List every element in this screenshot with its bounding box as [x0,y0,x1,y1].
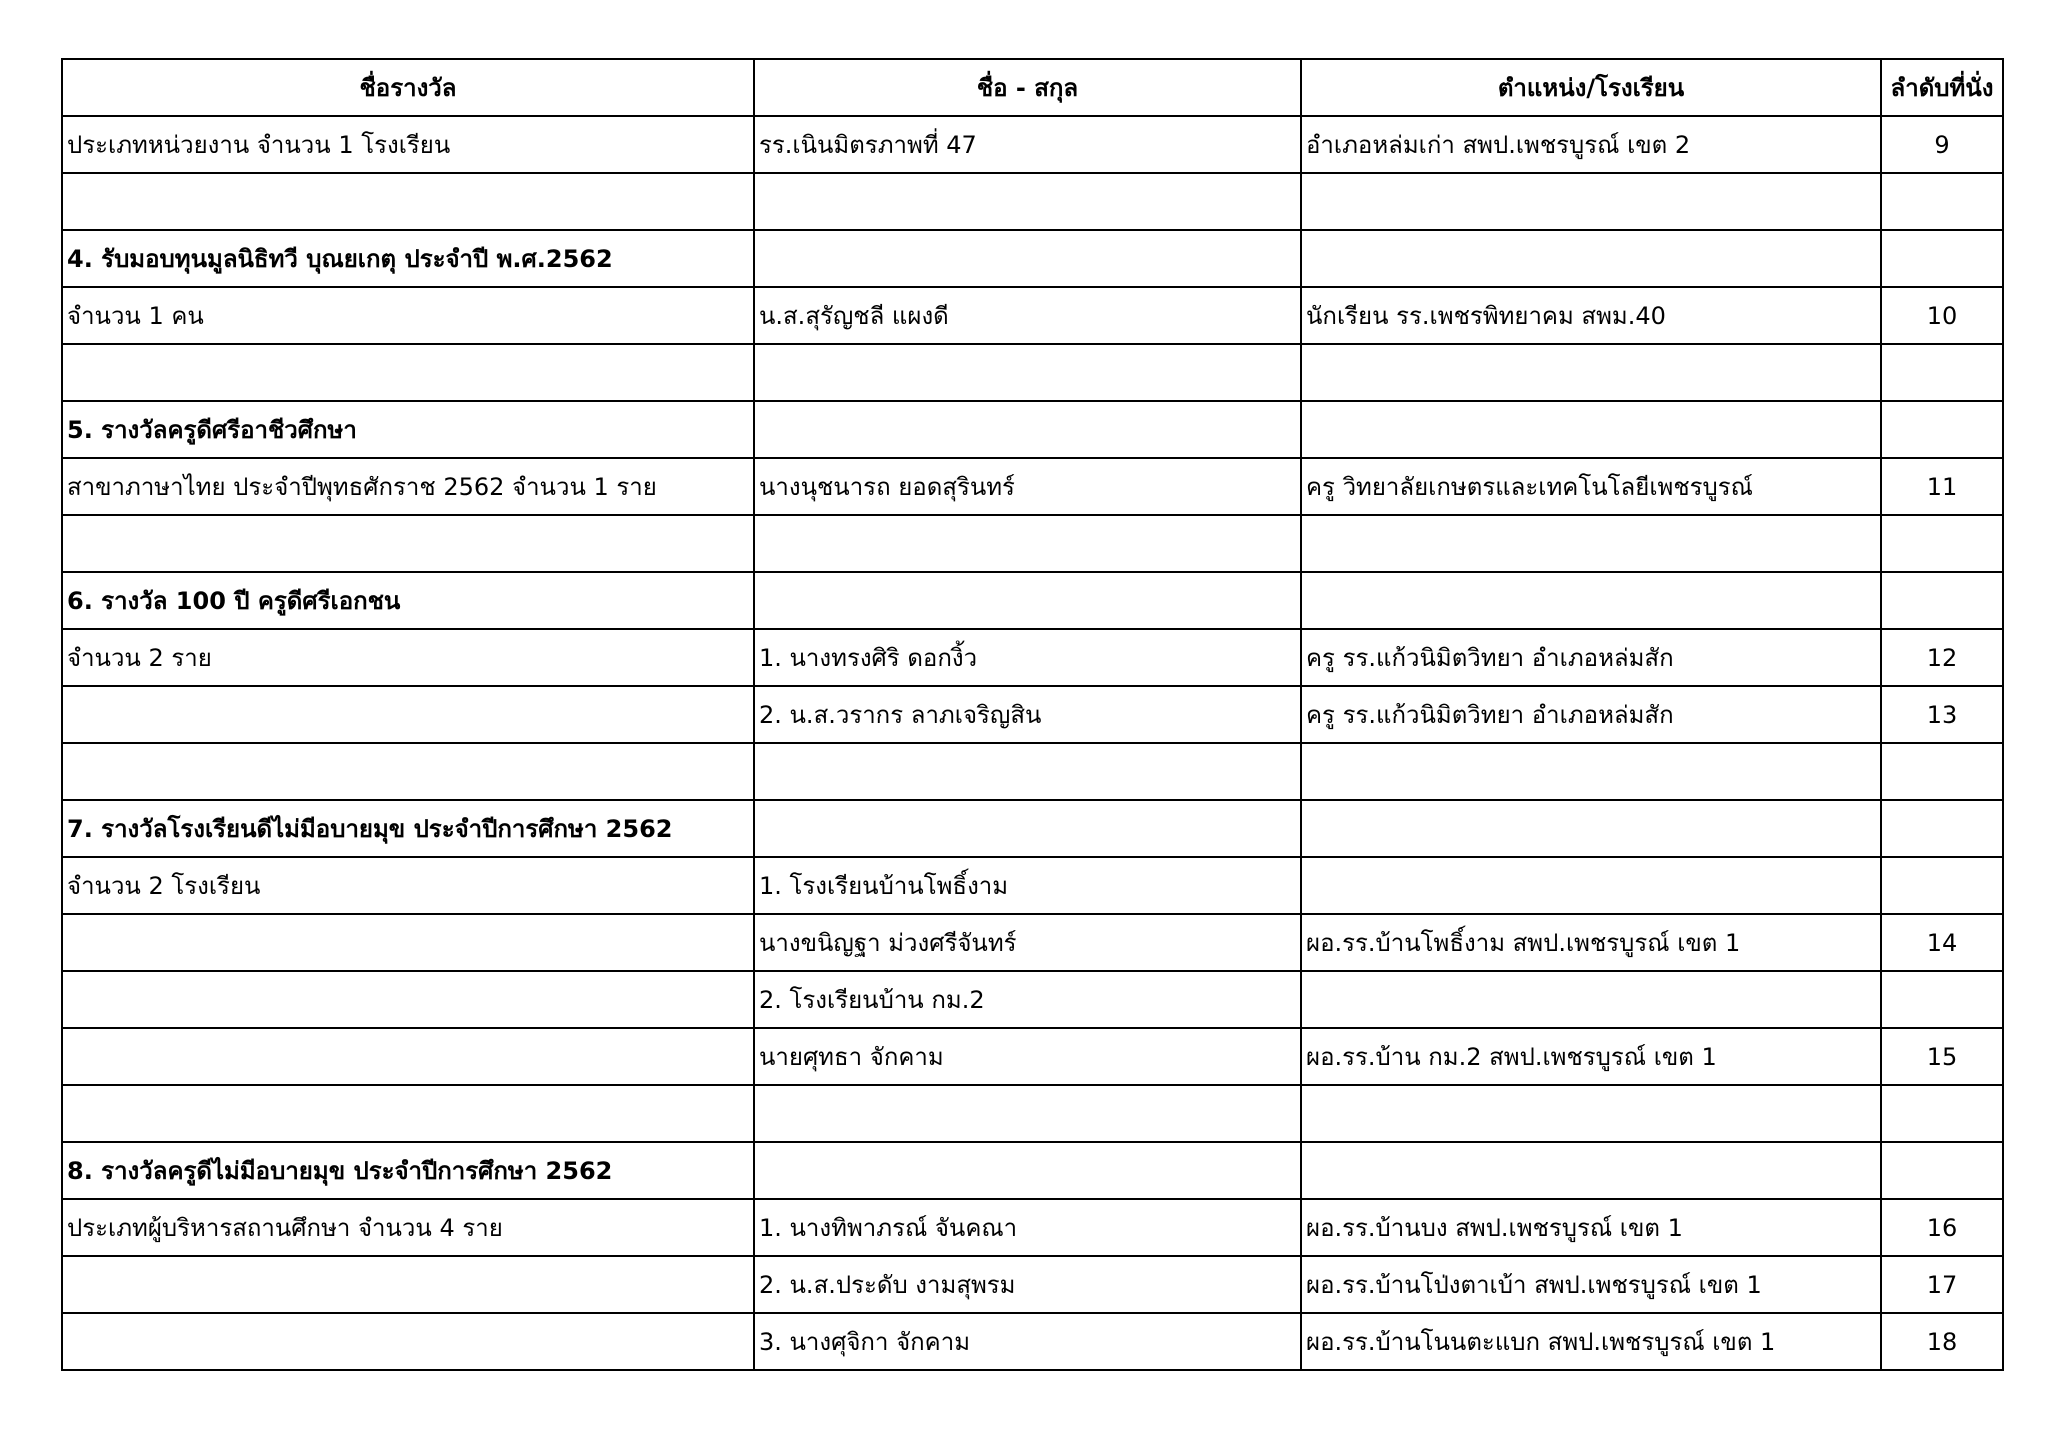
table-row [62,1256,2003,1313]
cell-name [754,173,1301,230]
cell-position: นักเรียน รร.เพชรพิทยาคม สพม.40 [1301,287,1881,344]
cell-name [754,1142,1301,1199]
cell-position [1301,173,1881,230]
cell-seat [1881,344,2003,401]
cell-position: ครู รร.แก้วนิมิตวิทยา อำเภอหล่มสัก [1301,629,1881,686]
cell-position [1301,800,1881,857]
cell-name [754,230,1301,287]
cell-seat: 17 [1881,1256,2003,1313]
cell-position [1301,515,1881,572]
cell-award [62,686,754,743]
cell-seat [1881,230,2003,287]
cell-position [1301,857,1881,914]
cell-name [754,800,1301,857]
cell-award [62,1313,754,1370]
section-title: 5. รางวัลครูดีศรีอาชีวศึกษา [62,401,754,458]
table-row [62,857,2003,914]
section-title: 8. รางวัลครูดีไม่มีอบายมุข ประจำปีการศึกษา 2562 [62,1142,754,1199]
cell-award [62,173,754,230]
section-row [62,800,2003,857]
cell-name [754,344,1301,401]
award-seating-table [61,58,2004,1371]
cell-seat: 15 [1881,1028,2003,1085]
section-title: 6. รางวัล 100 ปี ครูดีศรีเอกชน [62,572,754,629]
cell-award [62,1085,754,1142]
cell-position [1301,572,1881,629]
header-award: ชื่อรางวัล [62,59,754,116]
header-seat: ลำดับที่นั่ง [1881,59,2003,116]
cell-award [62,1028,754,1085]
cell-seat: 18 [1881,1313,2003,1370]
cell-position: ผอ.รร.บ้านโนนตะแบก สพป.เพชรบูรณ์ เขต 1 [1301,1313,1881,1370]
cell-position [1301,230,1881,287]
table-row [62,1313,2003,1370]
cell-seat: 14 [1881,914,2003,971]
cell-seat [1881,515,2003,572]
cell-name: 3. นางศุจิกา จักคาม [754,1313,1301,1370]
cell-name: 1. โรงเรียนบ้านโพธิ์งาม [754,857,1301,914]
cell-seat [1881,1142,2003,1199]
table-row [62,287,2003,344]
cell-name: น.ส.สุรัญชลี แผงดี [754,287,1301,344]
cell-name: 1. นางทิพาภรณ์ จันคณา [754,1199,1301,1256]
cell-seat [1881,173,2003,230]
cell-name [754,743,1301,800]
cell-seat: 16 [1881,1199,2003,1256]
cell-position: ผอ.รร.บ้านโพธิ์งาม สพป.เพชรบูรณ์ เขต 1 [1301,914,1881,971]
cell-name: รร.เนินมิตรภาพที่ 47 [754,116,1301,173]
cell-name: 2. โรงเรียนบ้าน กม.2 [754,971,1301,1028]
cell-name [754,1085,1301,1142]
cell-award [62,914,754,971]
cell-seat [1881,800,2003,857]
cell-award [62,515,754,572]
cell-position [1301,1142,1881,1199]
cell-name: 2. น.ส.ประดับ งามสุพรม [754,1256,1301,1313]
blank-row [62,743,2003,800]
cell-name: 2. น.ส.วรากร ลาภเจริญสิน [754,686,1301,743]
cell-position: อำเภอหล่มเก่า สพป.เพชรบูรณ์ เขต 2 [1301,116,1881,173]
header-position: ตำแหน่ง/โรงเรียน [1301,59,1881,116]
cell-position [1301,401,1881,458]
cell-seat [1881,572,2003,629]
cell-seat [1881,971,2003,1028]
cell-award: จำนวน 1 คน [62,287,754,344]
table-row [62,629,2003,686]
cell-name: นายศุทธา จักคาม [754,1028,1301,1085]
cell-award: จำนวน 2 โรงเรียน [62,857,754,914]
cell-seat [1881,401,2003,458]
section-title: 7. รางวัลโรงเรียนดีไม่มีอบายมุข ประจำปีการศึกษา 2562 [62,800,754,857]
cell-seat: 11 [1881,458,2003,515]
cell-position [1301,1085,1881,1142]
cell-seat: 9 [1881,116,2003,173]
cell-position: ผอ.รร.บ้าน กม.2 สพป.เพชรบูรณ์ เขต 1 [1301,1028,1881,1085]
cell-position: ครู วิทยาลัยเกษตรและเทคโนโลยีเพชรบูรณ์ [1301,458,1881,515]
cell-name: นางนุชนารถ ยอดสุรินทร์ [754,458,1301,515]
cell-position: ผอ.รร.บ้านบง สพป.เพชรบูรณ์ เขต 1 [1301,1199,1881,1256]
cell-award: จำนวน 2 ราย [62,629,754,686]
cell-name: 1. นางทรงศิริ ดอกงิ้ว [754,629,1301,686]
table-row [62,458,2003,515]
cell-position [1301,344,1881,401]
cell-name [754,401,1301,458]
table-row [62,1199,2003,1256]
cell-award [62,1256,754,1313]
cell-name [754,572,1301,629]
cell-award [62,971,754,1028]
section-row [62,572,2003,629]
section-row [62,1142,2003,1199]
table-row [62,1028,2003,1085]
blank-row [62,344,2003,401]
blank-row [62,1085,2003,1142]
cell-position: ผอ.รร.บ้านโป่งตาเบ้า สพป.เพชรบูรณ์ เขต 1 [1301,1256,1881,1313]
table-body [62,116,2003,1370]
cell-name: นางขนิญฐา ม่วงศรีจันทร์ [754,914,1301,971]
cell-position: ครู รร.แก้วนิมิตวิทยา อำเภอหล่มสัก [1301,686,1881,743]
cell-position [1301,971,1881,1028]
cell-seat [1881,857,2003,914]
blank-row [62,515,2003,572]
cell-seat: 13 [1881,686,2003,743]
section-row [62,230,2003,287]
cell-name [754,515,1301,572]
section-row [62,401,2003,458]
cell-award [62,344,754,401]
table-row [62,971,2003,1028]
blank-row [62,173,2003,230]
section-title: 4. รับมอบทุนมูลนิธิทวี บุณยเกตุ ประจำปี พ.ศ.2562 [62,230,754,287]
cell-award: สาขาภาษาไทย ประจำปีพุทธศักราช 2562 จำนวน 1 ราย [62,458,754,515]
table-row [62,686,2003,743]
table-row [62,116,2003,173]
header-name: ชื่อ - สกุล [754,59,1301,116]
cell-award: ประเภทหน่วยงาน จำนวน 1 โรงเรียน [62,116,754,173]
cell-award: ประเภทผู้บริหารสถานศึกษา จำนวน 4 ราย [62,1199,754,1256]
cell-position [1301,743,1881,800]
table-row [62,914,2003,971]
cell-seat: 10 [1881,287,2003,344]
table-header-row [62,59,2003,116]
cell-seat [1881,1085,2003,1142]
cell-award [62,743,754,800]
cell-seat: 12 [1881,629,2003,686]
cell-seat [1881,743,2003,800]
